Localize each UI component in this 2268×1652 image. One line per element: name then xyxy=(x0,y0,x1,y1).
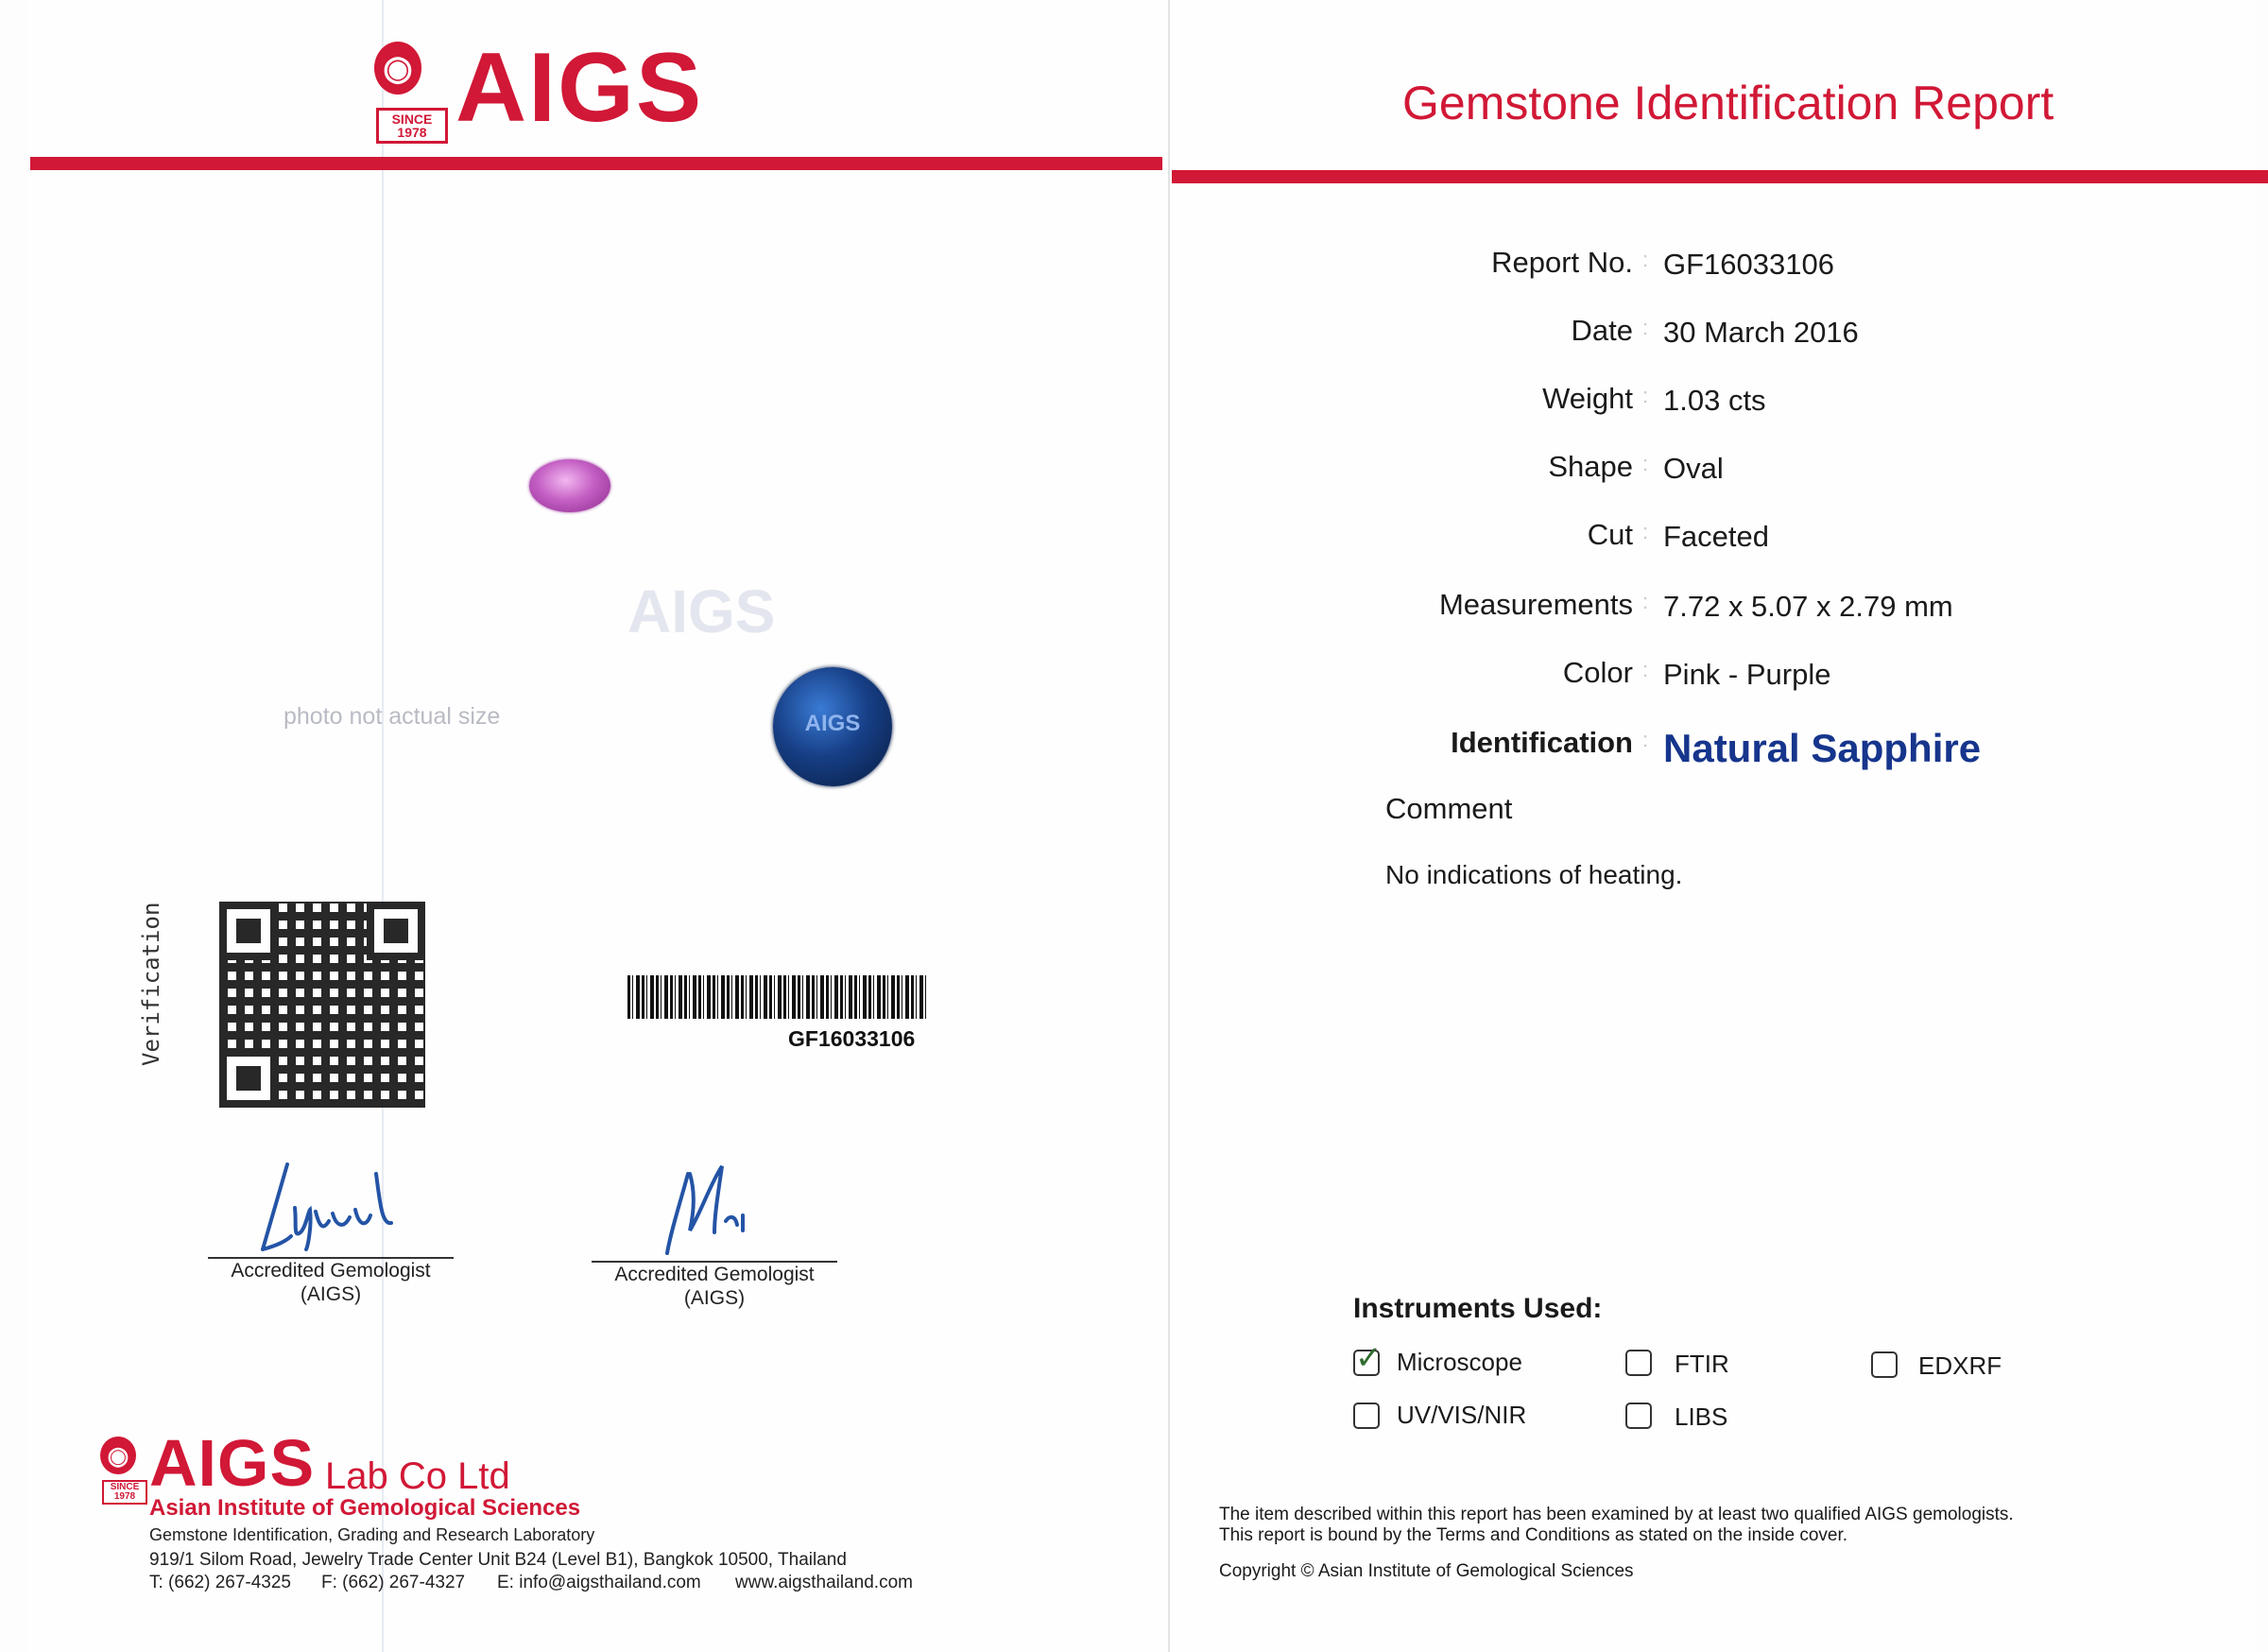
aigs-seal-icon: ◉ xyxy=(374,42,421,95)
copyright: Copyright © Asian Institute of Gemological Sciences xyxy=(1219,1561,1634,1581)
signature-caption-1 xyxy=(208,1259,454,1306)
aigs-logo: AIGS xyxy=(455,33,704,143)
check-icon: ✓ xyxy=(1355,1340,1383,1376)
footer-phone: T: (662) 267-4325 xyxy=(149,1573,291,1592)
field-value-cut: Faceted xyxy=(1663,520,1770,553)
ftir-checkbox[interactable] xyxy=(1625,1350,1652,1376)
field-separator: : xyxy=(1642,248,1649,271)
field-label-shape: Shape xyxy=(1548,450,1633,483)
field-separator: : xyxy=(1642,452,1649,475)
qr-code-icon[interactable] xyxy=(219,902,425,1108)
microscope-label: Microscope xyxy=(1397,1348,1522,1376)
comment-label: Comment xyxy=(1385,792,1513,825)
field-label-cut: Cut xyxy=(1587,518,1633,551)
field-value-shape: Oval xyxy=(1663,452,1724,485)
field-label-measurements: Measurements xyxy=(1438,588,1633,621)
libs-checkbox[interactable] xyxy=(1625,1402,1652,1429)
field-label-report-no: Report No. xyxy=(1491,246,1633,279)
footer-fax: F: (662) 267-4327 xyxy=(321,1573,466,1592)
field-separator: : xyxy=(1642,590,1649,613)
signature-title: Accredited Gemologist xyxy=(614,1264,815,1285)
comment-text: No indications of heating. xyxy=(1385,860,1683,889)
signature-org: (AIGS) xyxy=(683,1287,746,1310)
edxrf-checkbox[interactable] xyxy=(1871,1351,1898,1378)
barcode-number: GF16033106 xyxy=(788,1026,916,1051)
footer-website[interactable]: www.aigsthailand.com xyxy=(735,1573,913,1592)
verification-label: Verification xyxy=(138,902,164,1066)
header-rule-left xyxy=(30,157,1162,170)
barcode-icon xyxy=(627,975,926,1019)
disclaimer-line-1: The item described within this report has been examined by at least two qualified AIGS gemologists. xyxy=(1219,1505,2014,1524)
qr-finder-icon xyxy=(219,902,278,960)
header-rule-right xyxy=(1172,170,2268,183)
field-separator: : xyxy=(1642,728,1649,751)
since-badge xyxy=(376,108,448,144)
photo-caption: photo not actual size xyxy=(284,703,501,730)
field-value-weight: 1.03 cts xyxy=(1663,384,1766,417)
field-separator: : xyxy=(1642,384,1649,407)
footer-since-year: 1978 xyxy=(113,1491,136,1502)
fold-line xyxy=(382,0,384,1652)
field-value-color: Pink - Purple xyxy=(1663,658,1831,691)
aigs-watermark: AIGS xyxy=(627,577,776,645)
footer-address: 919/1 Silom Road, Jewelry Trade Center Unit B24 (Level B1), Bangkok 10500, Thailand xyxy=(149,1550,847,1570)
report-title: Gemstone Identification Report xyxy=(1402,77,2054,129)
field-value-identification: Natural Sapphire xyxy=(1663,726,1982,770)
field-value-report-no: GF16033106 xyxy=(1663,248,1834,281)
signature-org: (AIGS) xyxy=(300,1283,362,1306)
footer-institute: Asian Institute of Gemological Sciences xyxy=(149,1495,581,1521)
uv-vis-nir-checkbox[interactable] xyxy=(1353,1402,1380,1429)
footer-since-label: SINCE xyxy=(110,1482,140,1492)
edxrf-label: EDXRF xyxy=(1918,1351,2002,1380)
footer-aigs-logo: AIGS xyxy=(149,1426,316,1500)
ftir-label: FTIR xyxy=(1675,1350,1729,1378)
field-separator: : xyxy=(1642,658,1649,681)
hologram-label: AIGS xyxy=(804,711,861,736)
field-label-date: Date xyxy=(1571,314,1633,347)
since-year: 1978 xyxy=(397,125,427,140)
footer-since-badge xyxy=(102,1480,147,1505)
qr-finder-icon xyxy=(367,902,425,960)
since-label: SINCE xyxy=(391,112,433,127)
libs-label: LIBS xyxy=(1675,1402,1728,1431)
signature-1-icon xyxy=(238,1155,446,1259)
field-label-weight: Weight xyxy=(1542,382,1633,415)
signature-title: Accredited Gemologist xyxy=(231,1260,431,1282)
signature-2-icon xyxy=(652,1155,775,1259)
signature-caption-2 xyxy=(592,1263,837,1310)
qr-finder-icon xyxy=(219,1049,278,1108)
field-label-color: Color xyxy=(1562,656,1633,689)
disclaimer-line-2: This report is bound by the Terms and Conditions as stated on the inside cover. xyxy=(1219,1525,1848,1545)
field-label-identification: Identification xyxy=(1451,726,1633,759)
field-value-measurements: 7.72 x 5.07 x 2.79 mm xyxy=(1663,590,1953,623)
footer-company-suffix: Lab Co Ltd xyxy=(325,1455,510,1497)
footer-email[interactable]: E: info@aigsthailand.com xyxy=(497,1573,701,1592)
field-value-date: 30 March 2016 xyxy=(1663,316,1859,349)
uv-vis-nir-label: UV/VIS/NIR xyxy=(1397,1401,1527,1429)
left-page xyxy=(28,0,1170,1652)
gemstone-photo xyxy=(529,459,610,512)
field-separator: : xyxy=(1642,520,1649,543)
field-separator: : xyxy=(1642,316,1649,339)
footer-tagline: Gemstone Identification, Grading and Research Laboratory xyxy=(149,1525,595,1544)
footer-seal-icon: ◉ xyxy=(100,1437,136,1474)
instruments-title: Instruments Used: xyxy=(1353,1293,1603,1324)
